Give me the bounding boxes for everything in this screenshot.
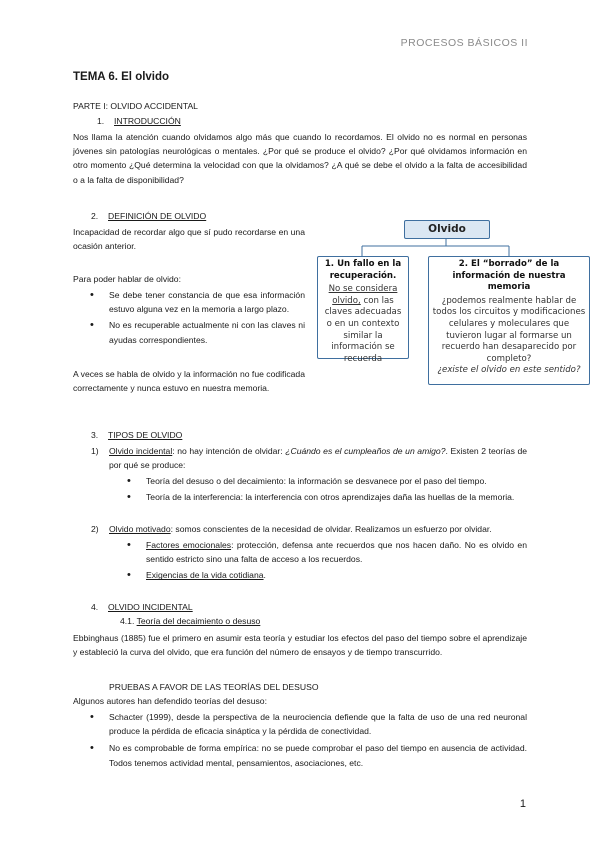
section-4-paragraph: Ebbinghaus (1885) fue el primero en asumir esta teoría y estudiar los efectos del paso del tiempo sobre el aprendizaje y estableció la curva del olvido, que era función del número de ensayos y de tiempo transcurrido. <box>73 633 527 658</box>
list-item <box>124 538 527 566</box>
section-4-title: OLVIDO INCIDENTAL <box>108 602 193 612</box>
section-1-heading <box>97 114 181 128</box>
type-2-number: 2) <box>91 524 99 534</box>
type-1-number: 1) <box>91 446 99 456</box>
section-2-number: 2. <box>91 211 99 221</box>
section-3-title: TIPOS DE OLVIDO <box>108 430 183 440</box>
page-title: TEMA 6. El olvido <box>73 71 170 83</box>
subsection-title: Teoría del decaimiento o desuso <box>136 616 261 626</box>
type-2-text: : somos conscientes de la necesidad de olvidar. Realizamos un esfuerzo por olvidar. <box>170 524 492 534</box>
list-item: • Se debe tener constancia de que esa información estuvo alguna vez en la memoria a largo plazo. <box>87 288 305 316</box>
motivated-list <box>124 538 527 583</box>
type-1-text: : no hay intención de olvidar: <box>172 446 286 456</box>
section-4-number: 4. <box>91 602 99 612</box>
type-2-term: Olvido motivado <box>109 524 171 534</box>
type-1-text-2: . Existen 2 teorías de por qué se produce: <box>109 446 528 471</box>
evidence-list <box>87 710 527 770</box>
evidence-intro: Algunos autores han defendido teorías del desuso: <box>73 696 267 706</box>
type-1-paragraph <box>109 444 527 472</box>
list-item: • No es comprobable de forma empírica: no se puede comprobar el paso del tiempo en ausencia de actividad. Todos tenemos actividad mental, pensamientos, asociaciones, etc. <box>87 741 527 769</box>
theories-list <box>124 474 527 504</box>
section-2-title: DEFINICIÓN DE OLVIDO <box>108 211 207 221</box>
type-1-term: Olvido incidental <box>109 446 173 456</box>
diagram-node-recovery-failure <box>317 256 409 364</box>
node-text: con las claves adecuadas o en un contexto similar la información se recuerda <box>324 295 402 364</box>
subsection-number: 4.1. <box>120 616 135 626</box>
section-3-number: 3. <box>91 430 99 440</box>
list-item: • Schacter (1999), desde la perspectiva de la neurociencia defiende que la falta de uso de una red neuronal produce la pérdida de eficacia sináptica y la pérdida de conectividad. <box>87 710 527 738</box>
note-paragraph: A veces se habla de olvido y la información no fue codificada correctamente y nunca estuvo en nuestra memoria. <box>73 369 305 394</box>
node-text: ¿podemos realmente hablar de todos los circuitos y modificaciones celulares y moleculares que tuvieron lugar al formarse un recuerdo han desaparecido por completo? <box>432 295 586 364</box>
section-2-heading <box>91 209 206 223</box>
section-3-heading <box>91 428 182 442</box>
item-text: . <box>263 570 266 581</box>
item-text: : protección, defensa ante recuerdos que nos hacen daño. No es olvido en sentido estricto sino una falta de acceso a los recuerdos. <box>146 540 527 565</box>
list-item: • No es recuperable actualmente ni con las claves ni ayudas correspondientes. <box>87 318 305 346</box>
section-4-heading <box>91 600 193 614</box>
diagram-root-node: Olvido <box>404 220 490 239</box>
node-question: ¿existe el olvido en este sentido? <box>437 365 581 376</box>
running-header: PROCESOS BÁSICOS II <box>400 37 528 49</box>
section-1-title: INTRODUCCIÓN <box>114 116 181 126</box>
item-term: Exigencias de la vida cotidiana <box>146 570 264 581</box>
node-title: 1. Un fallo en la recuperación. <box>324 259 402 281</box>
diagram-node-erasure <box>428 256 590 385</box>
conditions-intro: Para poder hablar de olvido: <box>73 274 181 284</box>
type-2-paragraph <box>109 522 527 536</box>
definition-paragraph: Incapacidad de recordar algo que sí pudo recordarse en una ocasión anterior. <box>73 227 305 252</box>
section-1-paragraph: Nos llama la atención cuando olvidamos algo más que cuando lo recordamos. El olvido no es normal en personas jóvenes sin patologías neurológicas o mentales. ¿Por qué se produce el olvido? ¿Por qué olvidamos información en otro momento ¿Qué determina la velocidad con que la olvidamos? ¿A qué se debe el olvido a la falta de accesibilidad o a la falta de disponibilidad? <box>73 132 527 185</box>
type-1-example: ¿Cuándo es el cumpleaños de un amigo? <box>285 446 446 456</box>
evidence-heading: PRUEBAS A FAVOR DE LAS TEORÍAS DEL DESUSO <box>109 682 319 692</box>
node-underlined-text: No se considera olvido, <box>328 284 398 306</box>
item-term: Factores emocionales <box>146 540 232 550</box>
list-item <box>124 568 527 582</box>
part-heading: PARTE I: OLVIDO ACCIDENTAL <box>73 101 198 111</box>
subsection-4-1-heading <box>120 614 260 628</box>
page-number: 1 <box>519 798 526 810</box>
list-item: • Teoría del desuso o del decaimiento: la información se desvanece por el paso del tiempo. <box>124 474 527 488</box>
section-1-number: 1. <box>97 116 105 126</box>
list-item: • Teoría de la interferencia: la interferencia con otros aprendizajes daña las huellas de la memoria. <box>124 490 527 504</box>
conditions-list <box>87 288 305 347</box>
node-title: 2. El “borrado” de la información de nuestra memoria <box>452 259 566 293</box>
